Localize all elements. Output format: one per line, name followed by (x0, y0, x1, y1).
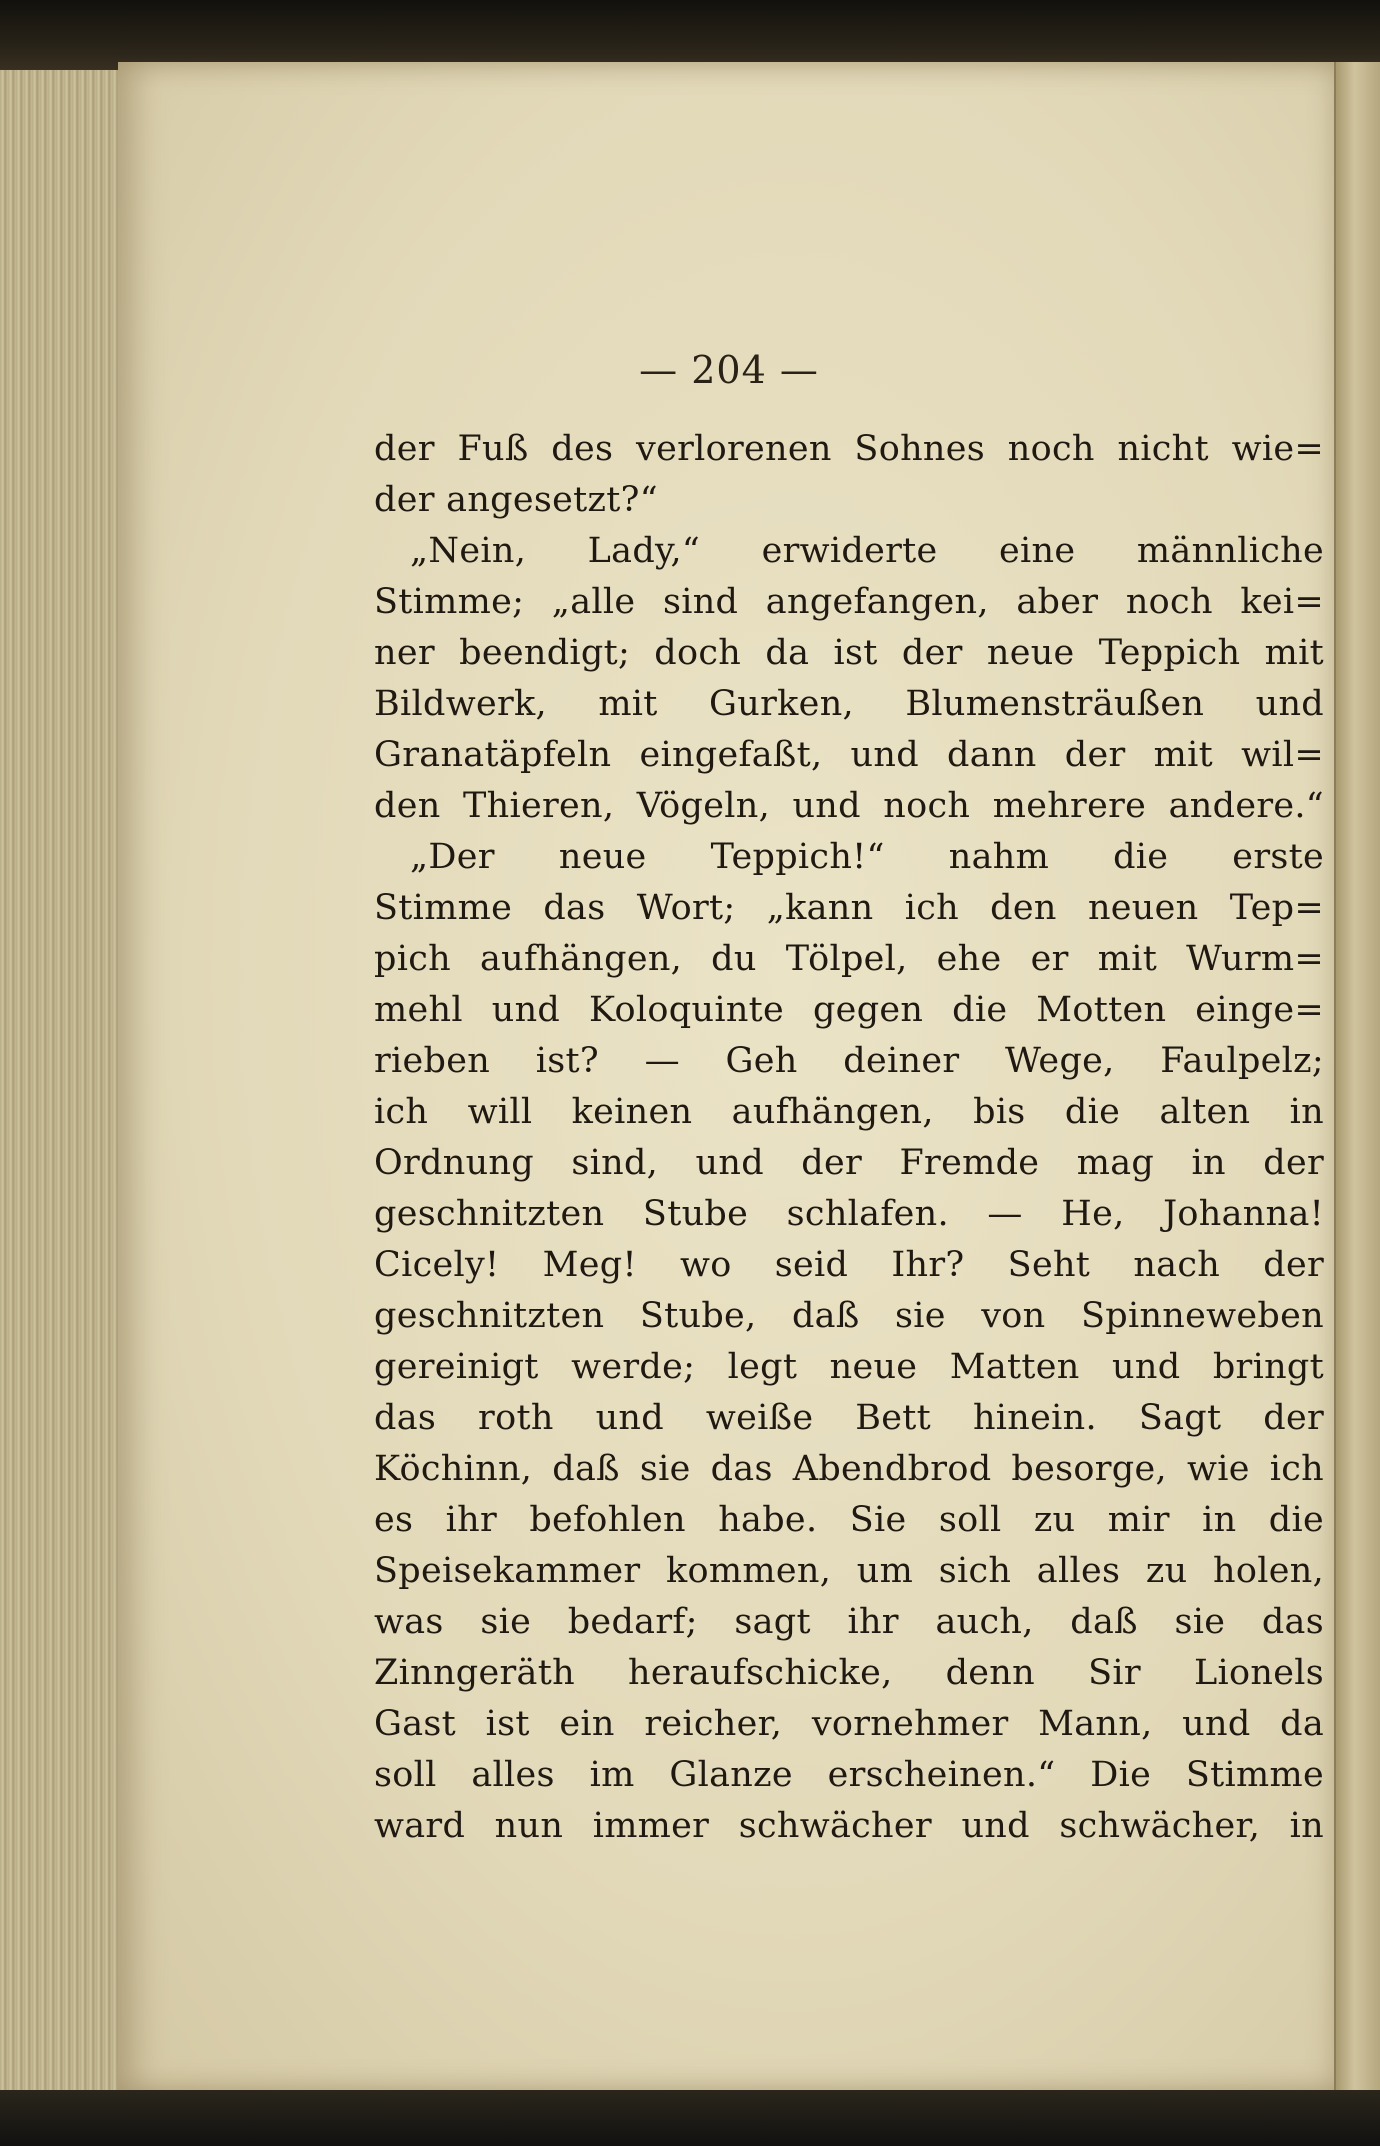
text-line: Granatäpfeln eingefaßt, und dann der mit wil= (374, 735, 1324, 775)
book-cover-bottom (0, 2090, 1380, 2146)
text-line: der Fuß des verlorenen Sohnes noch nicht wie= (374, 429, 1324, 469)
text-line: geschnitzten Stube schlafen. — He, Johanna! (374, 1194, 1324, 1234)
text-line: ward nun immer schwächer und schwächer, in (374, 1806, 1324, 1846)
text-line: Zinngeräth heraufschicke, denn Sir Lionels (374, 1653, 1324, 1693)
text-line: ich will keinen aufhängen, bis die alten in (374, 1092, 1324, 1132)
text-line: gereinigt werde; legt neue Matten und bringt (374, 1347, 1324, 1387)
text-line: der angesetzt?“ (374, 480, 658, 520)
text-line: Speisekammer kommen, um sich alles zu holen, (374, 1551, 1324, 1591)
text-line: ner beendigt; doch da ist der neue Teppich mit (374, 633, 1324, 673)
page-number: — 204 — (639, 348, 819, 392)
text-line: Köchinn, daß sie das Abendbrod besorge, wie ich (374, 1449, 1324, 1489)
text-line: mehl und Koloquinte gegen die Motten einge= (374, 990, 1324, 1030)
text-line: „Der neue Teppich!“ nahm die erste (410, 837, 1324, 877)
text-line: Stimme; „alle sind angefangen, aber noch kei= (374, 582, 1324, 622)
text-line: was sie bedarf; sagt ihr auch, daß sie das (374, 1602, 1324, 1642)
text-line: es ihr befohlen habe. Sie soll zu mir in die (374, 1500, 1324, 1540)
text-line: „Nein, Lady,“ erwiderte eine männliche (410, 531, 1324, 571)
text-line: das roth und weiße Bett hinein. Sagt der (374, 1398, 1324, 1438)
text-line: Gast ist ein reicher, vornehmer Mann, und da (374, 1704, 1324, 1744)
text-line: geschnitzten Stube, daß sie von Spinneweben (374, 1296, 1324, 1336)
text-line: Ordnung sind, und der Fremde mag in der (374, 1143, 1324, 1183)
text-line: soll alles im Glanze erscheinen.“ Die Stimme (374, 1755, 1324, 1795)
text-line: rieben ist? — Geh deiner Wege, Faulpelz; (374, 1041, 1324, 1081)
text-line: Stimme das Wort; „kann ich den neuen Tep= (374, 888, 1324, 928)
book-page (118, 62, 1340, 2092)
next-page-edge (1334, 62, 1380, 2092)
text-line: den Thieren, Vögeln, und noch mehrere andere.“ (374, 786, 1324, 826)
body-text (374, 424, 1324, 1852)
text-line: Cicely! Meg! wo seid Ihr? Seht nach der (374, 1245, 1324, 1285)
text-line: Bildwerk, mit Gurken, Blumensträußen und (374, 684, 1324, 724)
text-line: pich aufhängen, du Tölpel, ehe er mit Wurm= (374, 939, 1324, 979)
